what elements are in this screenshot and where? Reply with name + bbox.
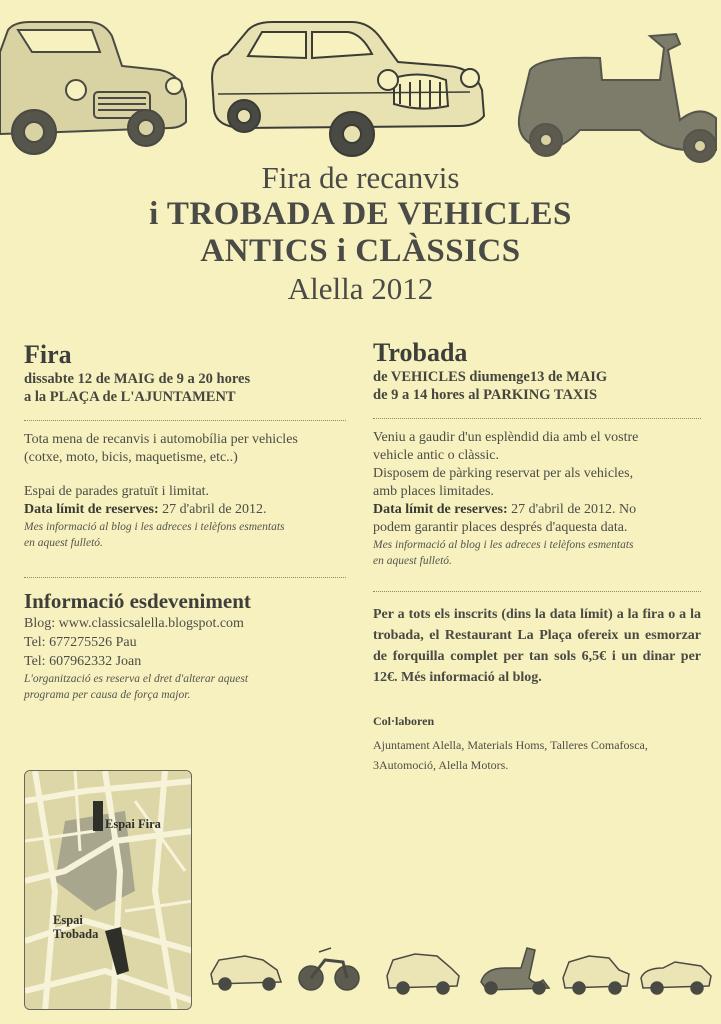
divider — [24, 577, 346, 578]
collab-line: 3Automoció, Alella Motors. — [373, 758, 509, 772]
phone-joan[interactable]: Tel: 607962332 Joan — [24, 654, 142, 669]
phone-pau[interactable]: Tel: 677275526 Pau — [24, 635, 137, 650]
trobada-note-line: Mes informació al blog i les adreces i telèfons esmentats — [373, 539, 634, 551]
trobada-desc-line: Disposem de pàrking reservat per als vehicles, — [373, 466, 634, 481]
trobada-desc-line: vehicle antic o clàssic. — [373, 448, 499, 463]
trobada-deadline-cont: podem garantir places després d'aquesta data. — [373, 520, 628, 535]
divider — [24, 420, 346, 421]
map-label-trobada-line: Trobada — [53, 927, 99, 941]
motorcycle-illustration — [299, 948, 359, 990]
trobada-date: de VEHICLES diumenge13 de MAIG — [373, 369, 608, 385]
trobada-desc-line: Veniu a gaudir d'un esplèndid dia amb el vostre — [373, 430, 639, 445]
fira-desc-line: Tota mena de recanvis i automobília per vehicles — [24, 432, 298, 447]
trobada-heading: Trobada — [373, 338, 468, 367]
deadline-label: Data límit de reserves: — [24, 502, 159, 517]
restaurant-promo: Per a tots els inscrits (dins la data límit) a la fira o a la trobada, el Restaurant La Plaça ofereix un esmorzar de forquilla complet per tan sols 6,5€ i un dinar per 12€. Més informació al blog. — [373, 607, 701, 685]
sedan-car-illustration — [212, 22, 484, 156]
fira-marker — [93, 801, 103, 831]
fira-location: a la PLAÇA de L'AJUNTAMENT — [24, 389, 236, 405]
map-label-trobada-line: Espai — [53, 913, 83, 927]
disclaimer-line: L'organització es reserva el dret d'alterar aquest — [24, 673, 249, 685]
title-line-trobada: i TROBADA DE VEHICLES — [149, 196, 572, 232]
title-line-fira: Fira de recanvis — [261, 160, 460, 195]
deadline-label: Data límit de reserves: — [373, 502, 508, 517]
fira-heading: Fira — [24, 340, 72, 369]
divider — [373, 591, 701, 592]
trobada-desc-line: amb places limitades. — [373, 484, 494, 499]
map-streets — [25, 771, 192, 1010]
deadline-value: 27 d'abril de 2012. No — [507, 502, 637, 517]
main-title — [0, 160, 721, 308]
fira-deadline — [24, 501, 346, 519]
fira-section — [24, 340, 346, 703]
divider — [373, 418, 701, 419]
morris-car-illustration — [0, 22, 186, 154]
info-heading: Informació esdeveniment — [24, 589, 251, 613]
fira-date: dissabte 12 de MAIG de 9 a 20 hores — [24, 371, 251, 387]
convertible-car-illustration — [641, 962, 711, 994]
fira-note-line: Mes informació al blog i les adreces i telèfons esmentats — [24, 521, 285, 533]
scooter-illustration — [481, 948, 549, 994]
fira-stalls-text: Espai de parades gratuït i limitat. — [24, 484, 210, 499]
location-map[interactable] — [24, 770, 192, 1010]
disclaimer-line: programa per causa de força major. — [24, 689, 191, 701]
deadline-value: 27 d'abril de 2012. — [158, 502, 267, 517]
trobada-deadline — [373, 501, 701, 519]
map-label-fira: Espai Fira — [105, 817, 161, 831]
header-vehicles-illustration — [0, 0, 721, 170]
vespa-scooter-illustration — [519, 34, 716, 162]
map-label-trobada — [53, 913, 98, 941]
blog-url[interactable]: Blog: www.classicsalella.blogspot.com — [24, 616, 244, 631]
car-illustration — [211, 956, 281, 990]
collab-heading: Col·laboren — [373, 714, 435, 728]
fira-note-line: en aquest fulletó. — [24, 537, 103, 549]
collab-line: Ajuntament Alella, Materials Homs, Talleres Comafosca, — [373, 738, 648, 752]
fira-desc-line: (cotxe, moto, bicis, maquetisme, etc..) — [24, 450, 238, 465]
trobada-section — [373, 338, 701, 775]
title-line-antics: ANTICS i CLÀSSICS — [200, 233, 521, 269]
car-illustration — [563, 956, 629, 994]
title-line-year: Alella 2012 — [287, 271, 434, 306]
trobada-note-line: en aquest fulletó. — [373, 555, 452, 567]
trobada-location: de 9 a 14 hores al PARKING TAXIS — [373, 387, 598, 403]
footer-vehicles-illustration — [205, 938, 715, 998]
car-illustration — [387, 954, 459, 994]
